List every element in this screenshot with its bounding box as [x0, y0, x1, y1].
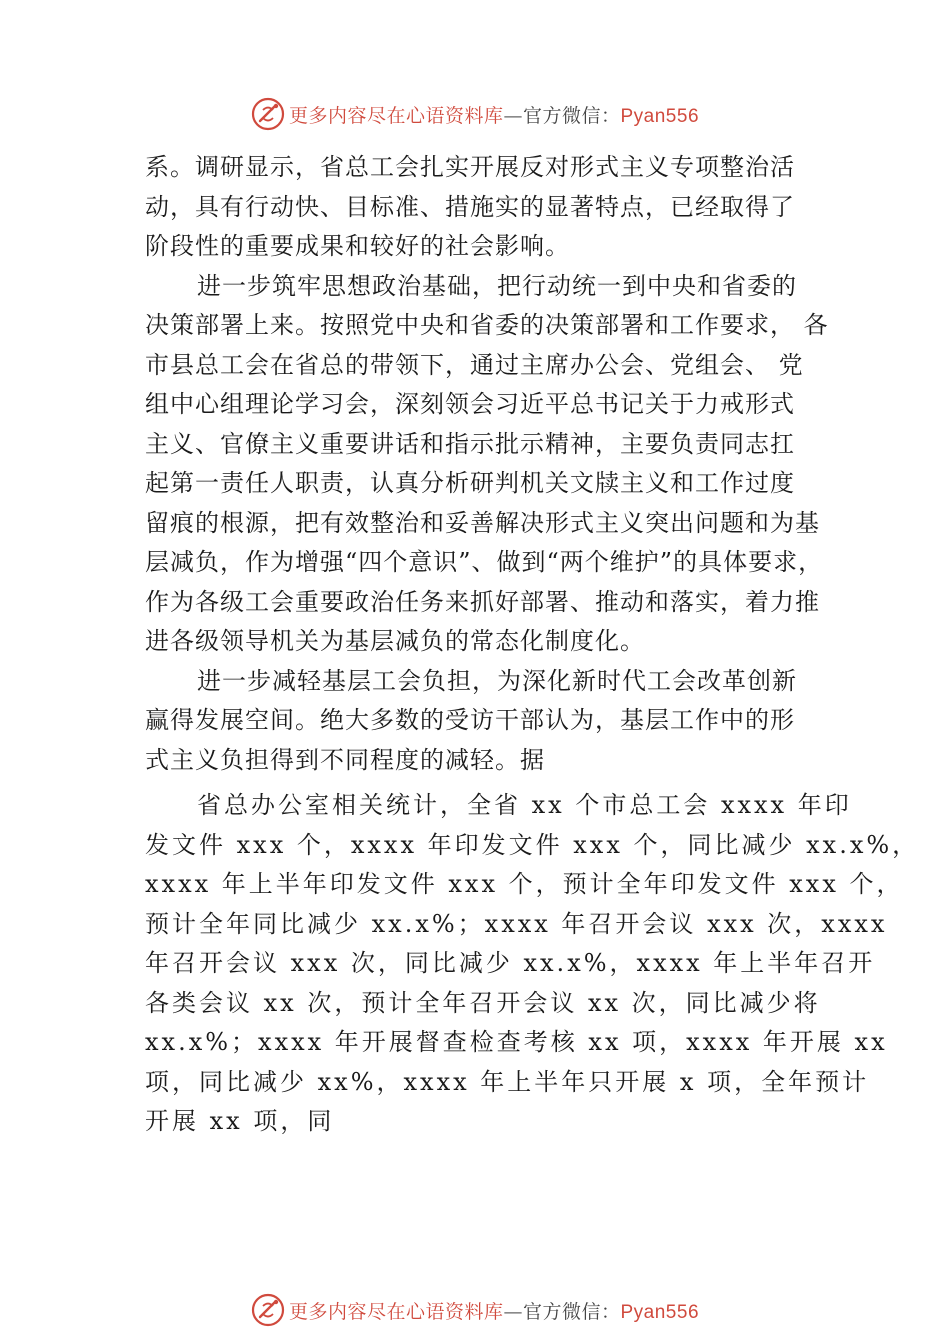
text-line: xx.x%；xxxx 年开展督查检查考核 xx 项，xxxx 年开展 xx: [145, 1028, 888, 1056]
logo-icon: [251, 97, 285, 131]
watermark-separator: —: [503, 1300, 523, 1323]
text-line: 开展 xx 项，同: [145, 1107, 335, 1135]
text-line: 层减负，作为增强“四个意识”、做到“两个维护”的具体要求，: [145, 548, 824, 576]
text-line: 市县总工会在省总的带领下，通过主席办公会、党组会、 党: [145, 350, 804, 379]
watermark-id: Pyan556: [620, 1301, 700, 1323]
text-line: 发文件 xxx 个，xxxx 年印发文件 xxx 个，同比减少 xx.x%，: [145, 830, 920, 859]
header-watermark: [0, 94, 950, 134]
text-line: 主义、官僚主义重要讲话和指示批示精神，主要负责同志扛: [145, 429, 795, 458]
watermark-label: 官方微信：: [522, 104, 621, 127]
text-line: 起第一责任人职责，认真分析研判机关文牍主义和工作过度: [145, 469, 795, 497]
watermark-separator: —: [503, 104, 523, 127]
paragraph: [145, 662, 817, 781]
text-line: 留痕的根源，把有效整治和妥善解决形式主义突出问题和为基: [145, 508, 820, 537]
text-line: 组中心组理论学习会，深刻领会习近平总书记关于力戒形式: [145, 390, 795, 418]
text-line: 式主义负担得到不同程度的减轻。据: [145, 745, 545, 774]
watermark-id: Pyan556: [620, 105, 700, 127]
text-line: 作为各级工会重要政治任务来抓好部署、推动和落实，着力推: [145, 587, 820, 616]
logo-icon: [251, 1293, 285, 1327]
text-line: 项，同比减少 xx%，xxxx 年上半年只开展 x 项，全年预计: [145, 1067, 870, 1096]
text-line: 进一步减轻基层工会负担，为深化新时代工会改革创新: [197, 666, 797, 695]
paragraph: [145, 786, 920, 1142]
text-line: xxxx 年上半年印发文件 xxx 个，预计全年印发文件 xxx 个，: [145, 870, 904, 898]
text-line: 年召开会议 xxx 次，同比减少 xx.x%，xxxx 年上半年召开: [145, 949, 876, 977]
text-line: 进各级领导机关为基层减负的常态化制度化。: [145, 627, 645, 655]
text-line: 动，具有行动快、目标准、措施实的显著特点，已经取得了: [145, 192, 795, 221]
text-line: 赢得发展空间。绝大多数的受访干部认为，基层工作中的形: [145, 706, 795, 734]
text-line: 进一步筑牢思想政治基础，把行动统一到中央和省委的: [197, 271, 797, 300]
watermark-label: 官方微信：: [522, 1300, 621, 1323]
text-line: 系。调研显示，省总工会扎实开展反对形式主义专项整治活: [145, 153, 795, 181]
text-line: 预计全年同比减少 xx.x%；xxxx 年召开会议 xxx 次，xxxx: [145, 909, 888, 938]
text-line: 阶段性的重要成果和较好的社会影响。: [145, 232, 570, 260]
watermark-main-text: 更多内容尽在心语资料库: [288, 1300, 504, 1323]
document-body: [145, 148, 920, 1142]
footer-watermark: [0, 1290, 950, 1330]
text-line: 各类会议 xx 次，预计全年召开会议 xx 次，同比减少将: [145, 988, 821, 1017]
text-line: 省总办公室相关统计，全省 xx 个市总工会 xxxx 年印: [197, 791, 852, 819]
paragraph: [145, 267, 829, 662]
text-line: 决策部署上来。按照党中央和省委的决策部署和工作要求， 各: [145, 311, 829, 339]
watermark-main-text: 更多内容尽在心语资料库: [288, 104, 504, 127]
paragraph: [145, 148, 817, 267]
